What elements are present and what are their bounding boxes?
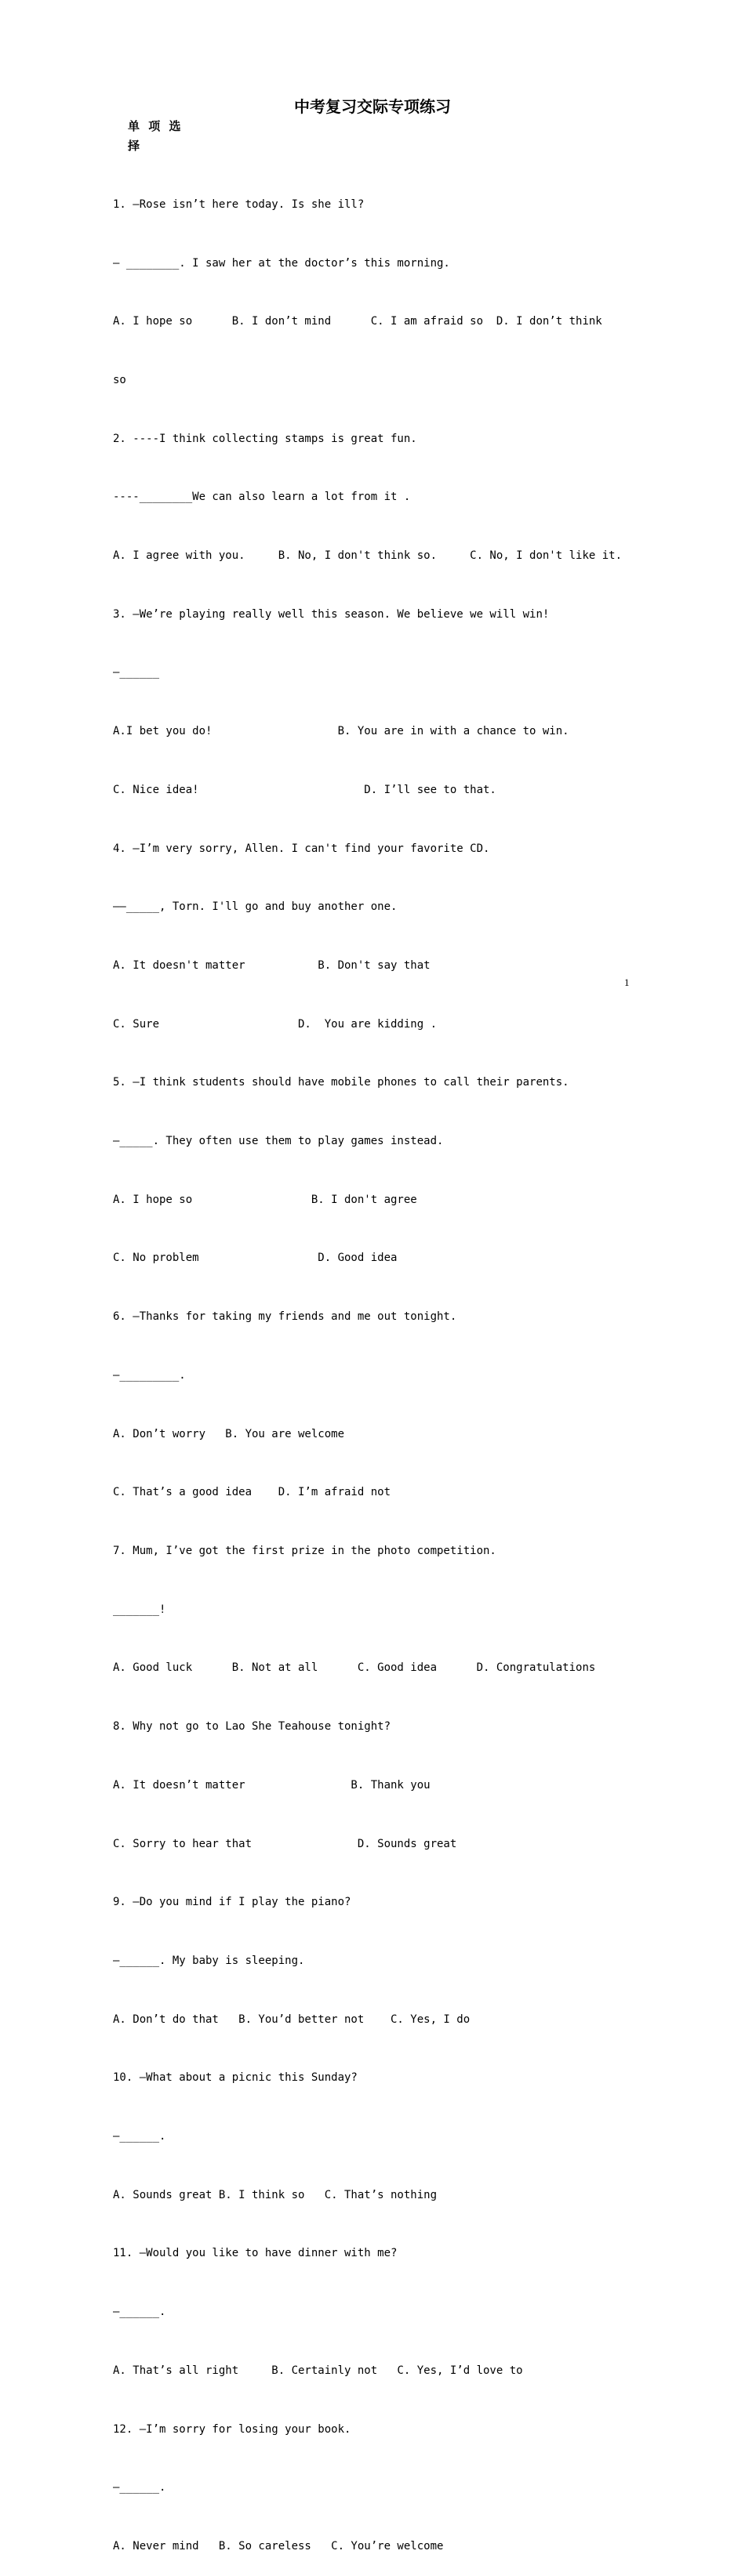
text-line: —______. bbox=[113, 2130, 166, 2143]
text-line: ----________We can also learn a lot from it . bbox=[113, 491, 411, 504]
text-line: A. That’s all right B. Certainly not C. Yes, I’d love to bbox=[113, 2364, 523, 2377]
text-line: 1. —Rose isn’t here today. Is she ill? bbox=[113, 197, 365, 211]
text-line: A. I hope so B. I don't agree bbox=[113, 1193, 417, 1206]
text-line: —_________. bbox=[113, 1368, 186, 1382]
text-line: 10. —What about a picnic this Sunday? bbox=[113, 2071, 358, 2085]
text-line: 7. Mum, I’ve got the first prize in the photo competition. bbox=[113, 1544, 496, 1557]
text-line: A. It doesn't matter B. Don't say that bbox=[113, 958, 431, 972]
text-line: A. I hope so B. I don’t mind C. I am afraid so D. I don’t think bbox=[113, 315, 602, 328]
text-line: A. Good luck B. Not at all C. Good idea D. Congratulations bbox=[113, 1661, 596, 1675]
text-line: —______. bbox=[113, 2481, 166, 2494]
text-line: so bbox=[113, 373, 126, 386]
text-line: C. That’s a good idea D. I’m afraid not bbox=[113, 1486, 391, 1499]
text-line: 5. —I think students should have mobile phones to call their parents. bbox=[113, 1076, 569, 1089]
text-line: A. I agree with you. B. No, I don't think so. C. No, I don't like it. bbox=[113, 549, 623, 563]
text-line: A. Don’t worry B. You are welcome bbox=[113, 1427, 345, 1440]
text-line: —______ bbox=[113, 666, 160, 679]
text-line: —______. bbox=[113, 2306, 166, 2319]
text-line: A. Don’t do that B. You’d better not C. Yes, I do bbox=[113, 2013, 471, 2026]
section-heading-line-2: 择 bbox=[128, 139, 143, 153]
text-line: 4. —I’m very sorry, Allen. I can't find your favorite CD. bbox=[113, 842, 490, 855]
section-heading bbox=[128, 117, 191, 156]
text-line: C. Sorry to hear that D. Sounds great bbox=[113, 1837, 457, 1850]
page-title: 中考复习交际专项练习 bbox=[294, 97, 451, 116]
text-line: A. It doesn’t matter B. Thank you bbox=[113, 1778, 431, 1792]
text-line: A.I bet you do! B. You are in with a chance to win. bbox=[113, 725, 569, 738]
text-line: —______. My baby is sleeping. bbox=[113, 1954, 305, 1967]
exercise-body bbox=[113, 156, 646, 2576]
text-line: 2. ----I think collecting stamps is great fun. bbox=[113, 432, 417, 445]
text-line: —_____. They often use them to play games instead. bbox=[113, 1135, 444, 1148]
section-heading-line-1: 单 项 选 bbox=[128, 119, 184, 133]
text-line: 6. —Thanks for taking my friends and me out tonight. bbox=[113, 1310, 457, 1324]
text-line: 12. —I’m sorry for losing your book. bbox=[113, 2422, 351, 2436]
text-line: ——_____, Torn. I'll go and buy another one. bbox=[113, 900, 398, 914]
text-line: C. No problem D. Good idea bbox=[113, 1252, 398, 1265]
text-line: 9. —Do you mind if I play the piano? bbox=[113, 1896, 351, 1909]
text-line: 3. —We’re playing really well this season. We believe we will win! bbox=[113, 607, 550, 621]
text-line: 8. Why not go to Lao She Teahouse tonight? bbox=[113, 1720, 391, 1734]
text-line: C. Sure D. You are kidding . bbox=[113, 1017, 438, 1031]
text-line: _______! bbox=[113, 1603, 166, 1616]
text-line: C. Nice idea! D. I’ll see to that. bbox=[113, 783, 496, 796]
text-line: 11. —Would you like to have dinner with me? bbox=[113, 2247, 398, 2260]
page-number: 1 bbox=[624, 976, 630, 988]
text-line: A. Sounds great B. I think so C. That’s nothing bbox=[113, 2188, 438, 2201]
text-line: A. Never mind B. So careless C. You’re welcome bbox=[113, 2539, 444, 2552]
text-line: — ________. I saw her at the doctor’s this morning. bbox=[113, 256, 450, 270]
